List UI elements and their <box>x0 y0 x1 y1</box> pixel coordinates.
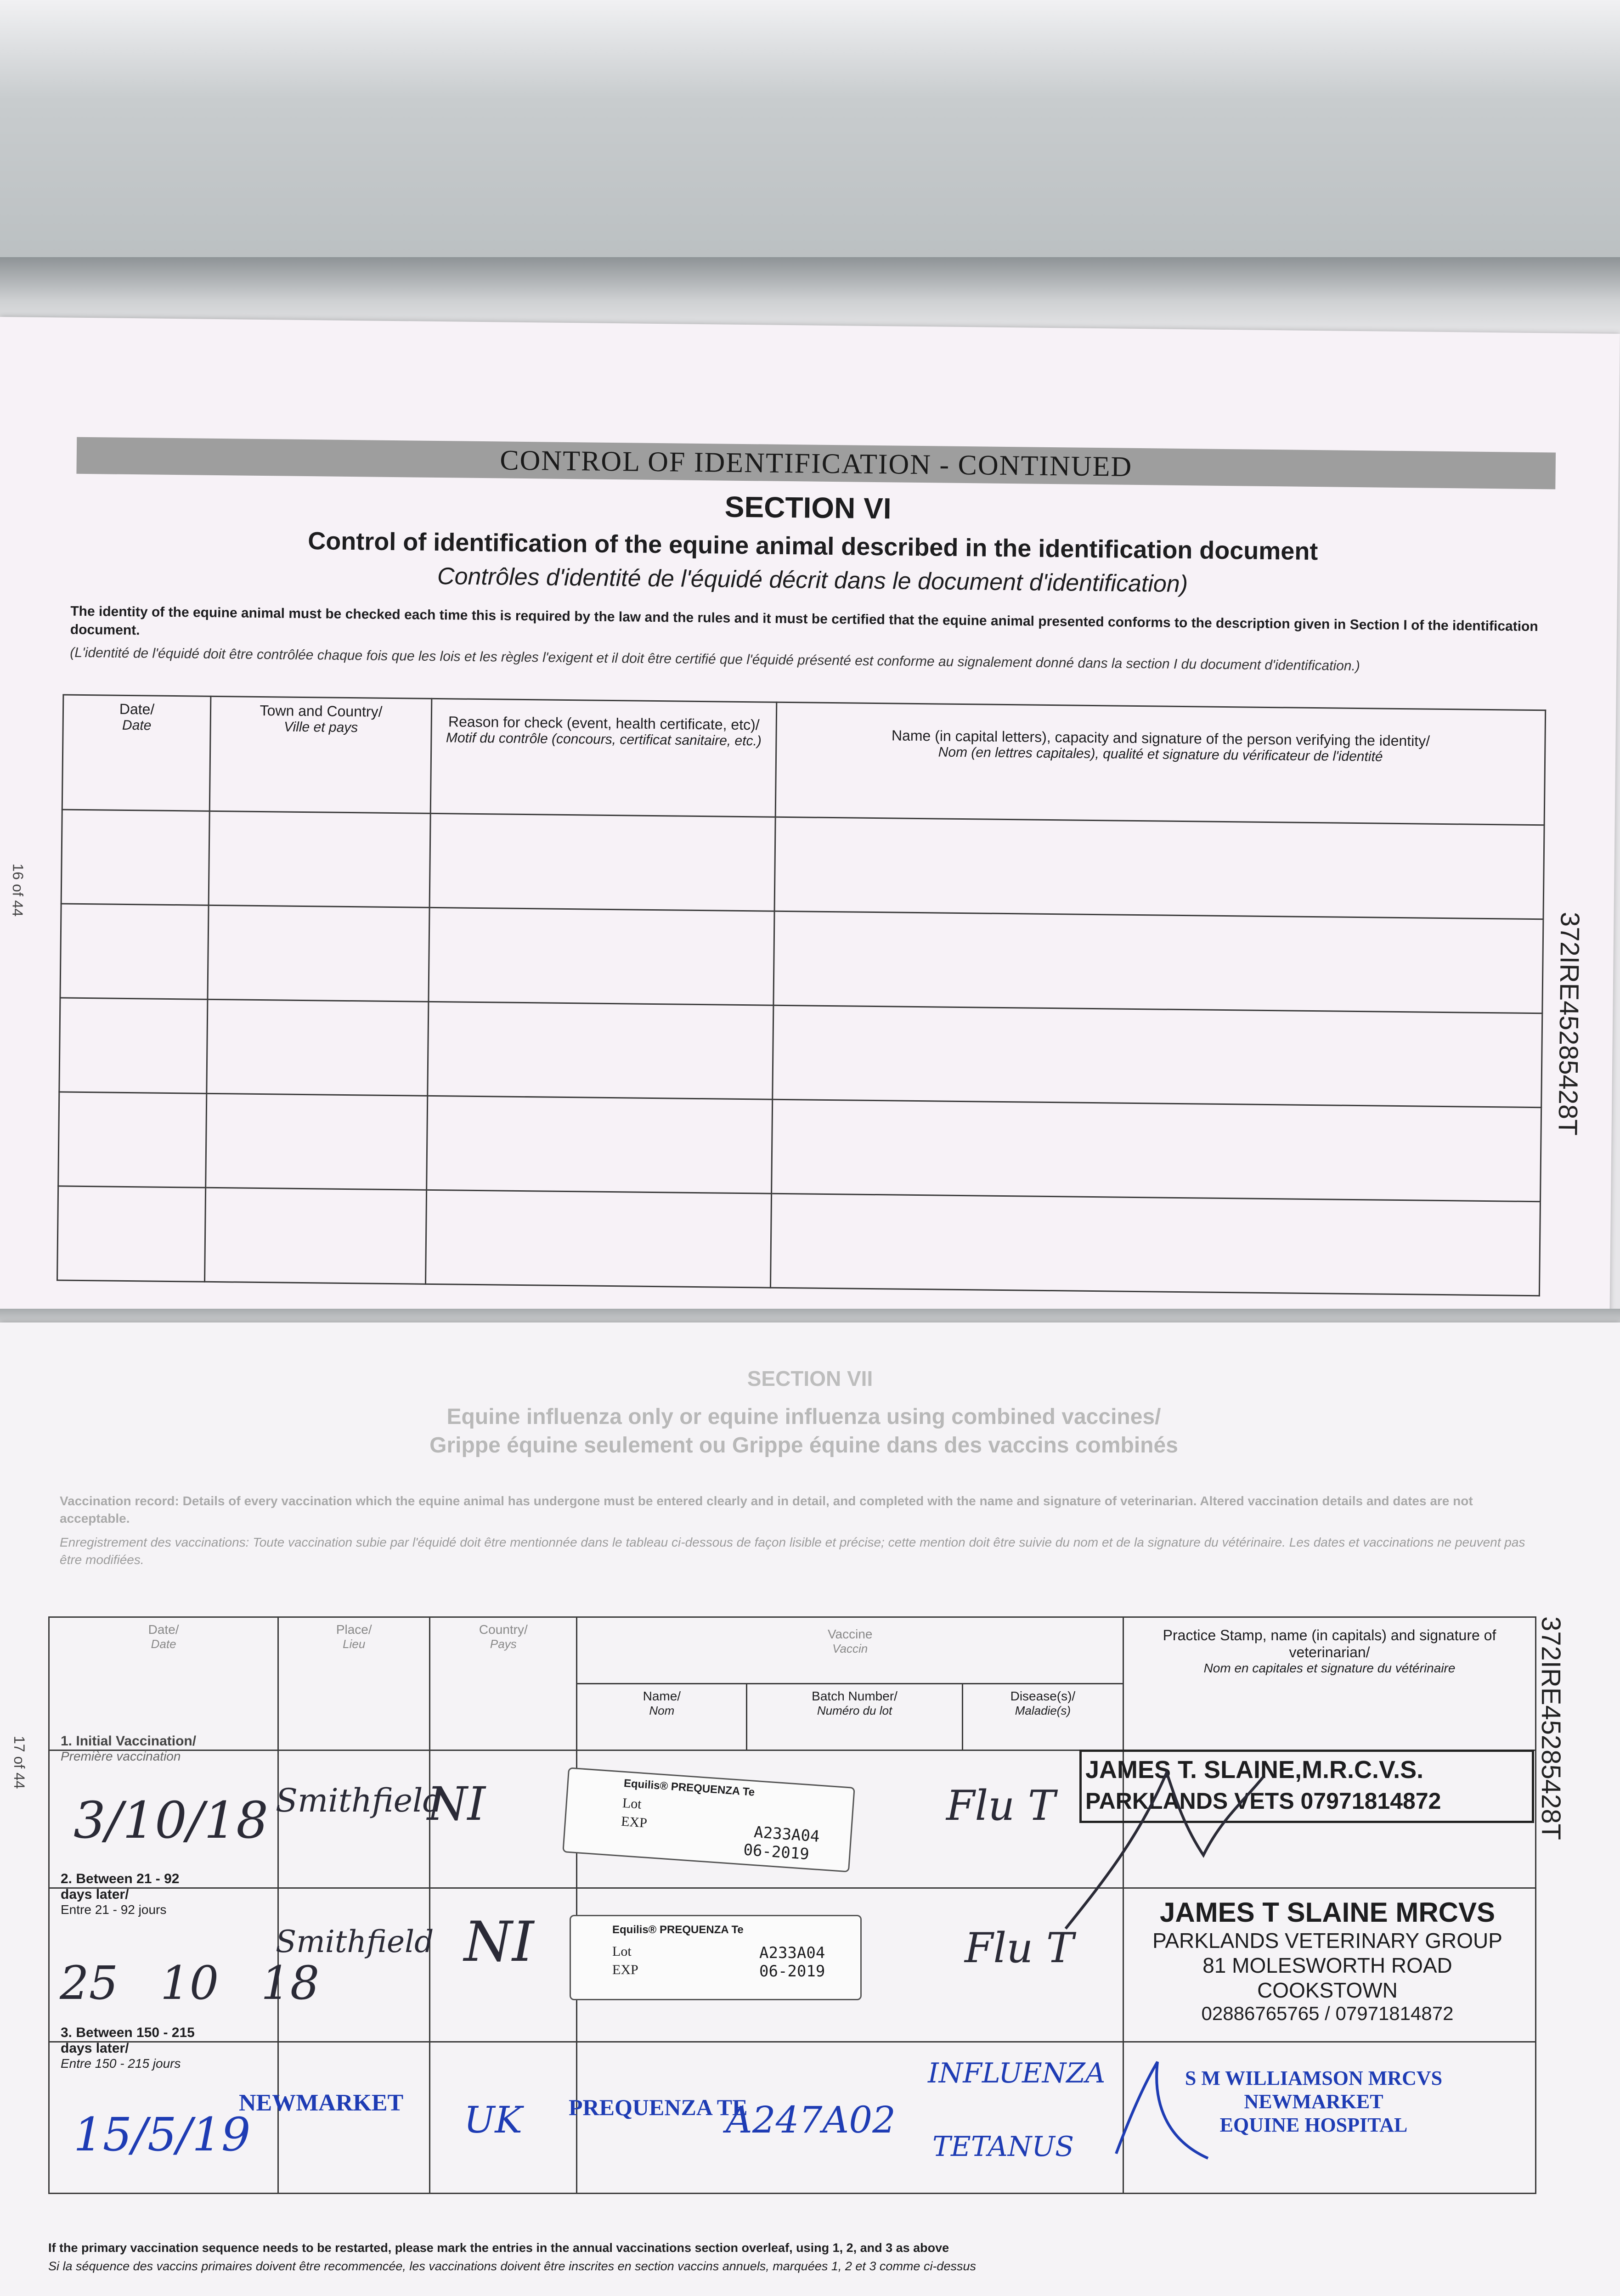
hdr-vet-fr: Nom en capitales et signature du vétérinaire <box>1203 1661 1456 1675</box>
hdr-batch-fr: Numéro du lot <box>817 1704 892 1717</box>
hdr-vet-en: Practice Stamp, name (in capitals) and signature of veterinarian/ <box>1163 1627 1496 1660</box>
instruction-en: The identity of the equine animal must be checked each time this is required by the law and the rules and it must be certified that the equine animal presented conforms to the description given in Section I of the identification document. <box>70 603 1538 638</box>
row-2-label-fr: Entre 21 - 92 jours <box>61 1902 167 1917</box>
identity-check-cell <box>59 998 208 1093</box>
vet-signature-stroke <box>1066 1773 1263 1929</box>
passport-id-upper: 372IRE45285428T <box>1552 912 1585 1136</box>
identity-check-cell <box>429 813 775 911</box>
row-2-stamp-line3: 81 MOLESWORTH ROAD <box>1202 1953 1452 1977</box>
col-reason <box>430 698 777 817</box>
identity-check-row <box>57 1186 1541 1296</box>
hdr-name-fr: Nom <box>649 1704 675 1717</box>
row-3-label-en: 3. Between 150 - 215 days later/ <box>61 2025 195 2056</box>
col-date <box>62 695 211 811</box>
banner-title: CONTROL OF IDENTIFICATION - CONTINUED <box>499 445 1133 483</box>
row-3-vaccine-name: PREQUENZA TE <box>569 2094 748 2120</box>
row-1-sticker-lot-label: Lot <box>621 1795 642 1812</box>
row-3-batch: A247A02 <box>726 2099 896 2141</box>
vet-signature-scribble <box>1047 1745 1277 1938</box>
row-3-disease-1: INFLUENZA <box>928 2057 1106 2089</box>
hdr-vaccine <box>577 1617 1123 1684</box>
hdr-disease-fr: Maladie(s) <box>1015 1704 1071 1717</box>
passport-page-16 <box>0 317 1620 1358</box>
row-1-label-en: 1. Initial Vaccination/ <box>61 1733 197 1749</box>
identity-check-cell <box>61 810 209 905</box>
hdr-name-en: Name/ <box>643 1689 681 1703</box>
row-1-date: 3/10/18 <box>73 1791 269 1850</box>
identity-check-cell <box>60 904 209 999</box>
row-2-disease: Flu T <box>965 1924 1074 1972</box>
page-number-16: 16 of 44 <box>9 863 27 917</box>
row-1-sticker-exp-label: EXP <box>621 1813 648 1831</box>
section-number-vii: SECTION VII <box>747 1367 873 1390</box>
row-2-place: Smithfield <box>276 1924 434 1959</box>
col-date-en: Date/ <box>119 700 155 718</box>
col-verifier-en: Name (in capital letters), capacity and signature of the person verifying the identity/ <box>891 727 1430 749</box>
section-title-fr: Contrôles d'identité de l'équidé décrit dans le document d'identification) <box>437 563 1188 598</box>
hdr-disease-en: Disease(s)/ <box>1010 1689 1076 1703</box>
row-1-sticker-exp: 06-2019 <box>743 1840 810 1864</box>
identity-check-cell <box>774 817 1544 919</box>
identity-check-cell <box>425 1190 771 1288</box>
row-2-country: NI <box>464 1910 534 1974</box>
page-number-17: 17 of 44 <box>11 1736 28 1789</box>
vaccination-header-row-1 <box>49 1617 1536 1684</box>
hdr-place-en: Place/ <box>336 1622 372 1637</box>
row-2-sticker-lot: A233A04 <box>759 1944 825 1962</box>
identity-check-cell <box>209 811 430 907</box>
identity-check-cell <box>58 1092 207 1187</box>
row-3-place: NEWMARKET <box>239 2090 404 2116</box>
row-3-country: UK <box>464 2099 523 2141</box>
row-3-date: 15/5/19 <box>73 2108 251 2161</box>
hdr-place-fr: Lieu <box>343 1637 366 1651</box>
col-reason-en: Reason for check (event, health certificate, etc)/ <box>448 713 760 733</box>
row-1-sticker-lot: A233A04 <box>753 1823 820 1846</box>
row-3-stamp-line3: EQUINE HOSPITAL <box>1219 2114 1408 2136</box>
instruction-fr: (L'identité de l'équidé doit être contrôlée chaque fois que les lois et les règles l'exigent et il doit être certifié que l'équidé présenté est conforme au signalement donné dans la section I du document d'identification.) <box>70 645 1360 674</box>
hdr-country <box>430 1617 577 1750</box>
row-2-sticker-exp-label: EXP <box>612 1962 638 1977</box>
row-1-stamp-line2: PARKLANDS VETS 07971814872 <box>1085 1788 1441 1814</box>
col-town <box>209 696 432 813</box>
col-town-en: Town and Country/ <box>260 702 383 720</box>
identity-check-cell <box>208 905 429 1002</box>
passport-id-lower: 372IRE45285428T <box>1536 1616 1566 1840</box>
identity-check-row <box>58 1092 1541 1202</box>
identity-check-cell <box>429 907 774 1005</box>
identity-check-cell <box>770 1193 1540 1296</box>
hdr-date-en: Date/ <box>148 1622 179 1637</box>
section-vii-title-en: Equine influenza only or equine influenza using combined vaccines/ <box>446 1405 1161 1429</box>
footer-en: If the primary vaccination sequence needs to be restarted, please mark the entries in the annual vaccinations section overleaf, using 1, 2, and 3 as above <box>48 2241 949 2255</box>
row-1-stamp-line1: JAMES T. SLAINE,M.R.C.V.S. <box>1085 1756 1424 1784</box>
row-2-sticker-brand: Equilis® PREQUENZA Te <box>612 1924 744 1936</box>
section-number: SECTION VI <box>724 490 892 525</box>
row-1-disease: Flu T <box>946 1782 1056 1830</box>
scan-backdrop <box>0 0 1620 285</box>
row-2-stamp-line2: PARKLANDS VETERINARY GROUP <box>1152 1929 1502 1953</box>
identity-check-cell <box>207 999 429 1096</box>
row-1-country: NI <box>427 1777 486 1831</box>
row-3-label-text <box>61 2025 263 2071</box>
row-2-stamp-line4: COOKSTOWN <box>1257 1978 1398 2002</box>
section-banner <box>76 437 1556 490</box>
section-vii-title-fr: Grippe équine seulement ou Grippe équine dans des vaccins combinés <box>429 1433 1178 1458</box>
section-title-en: Control of identification of the equine animal described in the identification document <box>308 527 1318 566</box>
row-1-sticker-brand: Equilis® PREQUENZA Te <box>623 1777 756 1799</box>
identity-check-cell <box>206 1093 428 1190</box>
row-1-label-fr: Première vaccination <box>61 1749 181 1763</box>
row-3-vet-stamp <box>1171 2066 1456 2137</box>
row-3-stamp-line1: S M WILLIAMSON MRCVS <box>1185 2067 1443 2089</box>
row-2-stamp-line5: 02886765765 / 07971814872 <box>1201 2003 1454 2024</box>
row-2-sticker-lot-label: Lot <box>612 1944 632 1959</box>
hdr-vaccine-en: Vaccine <box>827 1627 873 1641</box>
row-3-disease-2: TETANUS <box>932 2131 1074 2163</box>
col-verifier <box>775 702 1546 825</box>
hdr-country-en: Country/ <box>479 1622 528 1637</box>
row-3-label-fr: Entre 150 - 215 jours <box>61 2056 181 2071</box>
col-reason-fr: Motif du contrôle (concours, certificat sanitaire, etc.) <box>446 730 762 749</box>
hdr-vet <box>1123 1617 1536 1750</box>
identity-check-cell <box>772 1099 1541 1202</box>
row-2-label-en: 2. Between 21 - 92 days later/ <box>61 1871 180 1902</box>
row-2-vaccine-sticker <box>570 1915 862 2000</box>
identity-check-cell <box>773 911 1543 1013</box>
col-date-fr: Date <box>122 717 152 733</box>
hdr-batch-en: Batch Number/ <box>812 1689 897 1703</box>
hdr-date-fr: Date <box>151 1637 176 1651</box>
row-3-stamp-line2: NEWMARKET <box>1244 2090 1383 2113</box>
row-2-sticker-exp: 06-2019 <box>759 1962 825 1981</box>
hdr-place <box>278 1617 430 1750</box>
identity-check-cell <box>57 1186 206 1282</box>
identity-check-header-row <box>62 695 1545 825</box>
identity-check-row <box>60 904 1543 1013</box>
hdr-batch <box>747 1684 963 1750</box>
hdr-date <box>49 1617 278 1750</box>
hdr-country-fr: Pays <box>490 1637 517 1651</box>
hdr-disease <box>962 1684 1123 1750</box>
col-town-fr: Ville et pays <box>283 719 358 736</box>
passport-page-17 <box>0 1322 1620 2296</box>
identity-check-cell <box>427 1096 773 1193</box>
row-1-label-text <box>61 1733 263 1764</box>
identity-check-cell <box>205 1187 427 1284</box>
identity-check-table <box>56 694 1546 1296</box>
identity-check-row <box>59 998 1542 1108</box>
identity-check-row <box>61 810 1544 919</box>
hdr-vaccine-fr: Vaccin <box>832 1642 868 1655</box>
section-vii-instruction-fr: Enregistrement des vaccinations: Toute vaccination subie par l'équidé doit être mentionnée dans le tableau ci-dessous de façon lisible et précise; cette mention doit être suivie du nom et de la signature du vétérinaire. Les dates et vaccinations ne peuvent pas être modifiées. <box>60 1535 1525 1567</box>
col-verifier-fr: Nom (en lettres capitales), qualité et signature du vérificateur de l'identité <box>938 744 1383 765</box>
hdr-name <box>577 1684 747 1750</box>
footer-fr: Si la séquence des vaccins primaires doivent être recommencée, les vaccinations doivent être inscrites en section vaccins annuels, marquées 1, 2 et 3 comme ci-dessus <box>48 2259 976 2273</box>
row-1-place: Smithfield <box>276 1782 444 1819</box>
vaccination-row-3-place-cell <box>278 2042 430 2194</box>
identity-check-cell <box>428 1002 773 1099</box>
section-vii-instruction-en: Vaccination record: Details of every vaccination which the equine animal has undergone must be entered clearly and in detail, and completed with the name and signature of veterinarian. Altered vaccination details and dates are not acceptable. <box>60 1494 1473 1525</box>
row-2-stamp-line1: JAMES T SLAINE MRCVS <box>1159 1897 1496 1928</box>
identity-check-cell <box>773 1005 1542 1108</box>
row-2-date: 25 10 18 <box>60 1956 320 2010</box>
row-2-label-text <box>61 1871 263 1917</box>
